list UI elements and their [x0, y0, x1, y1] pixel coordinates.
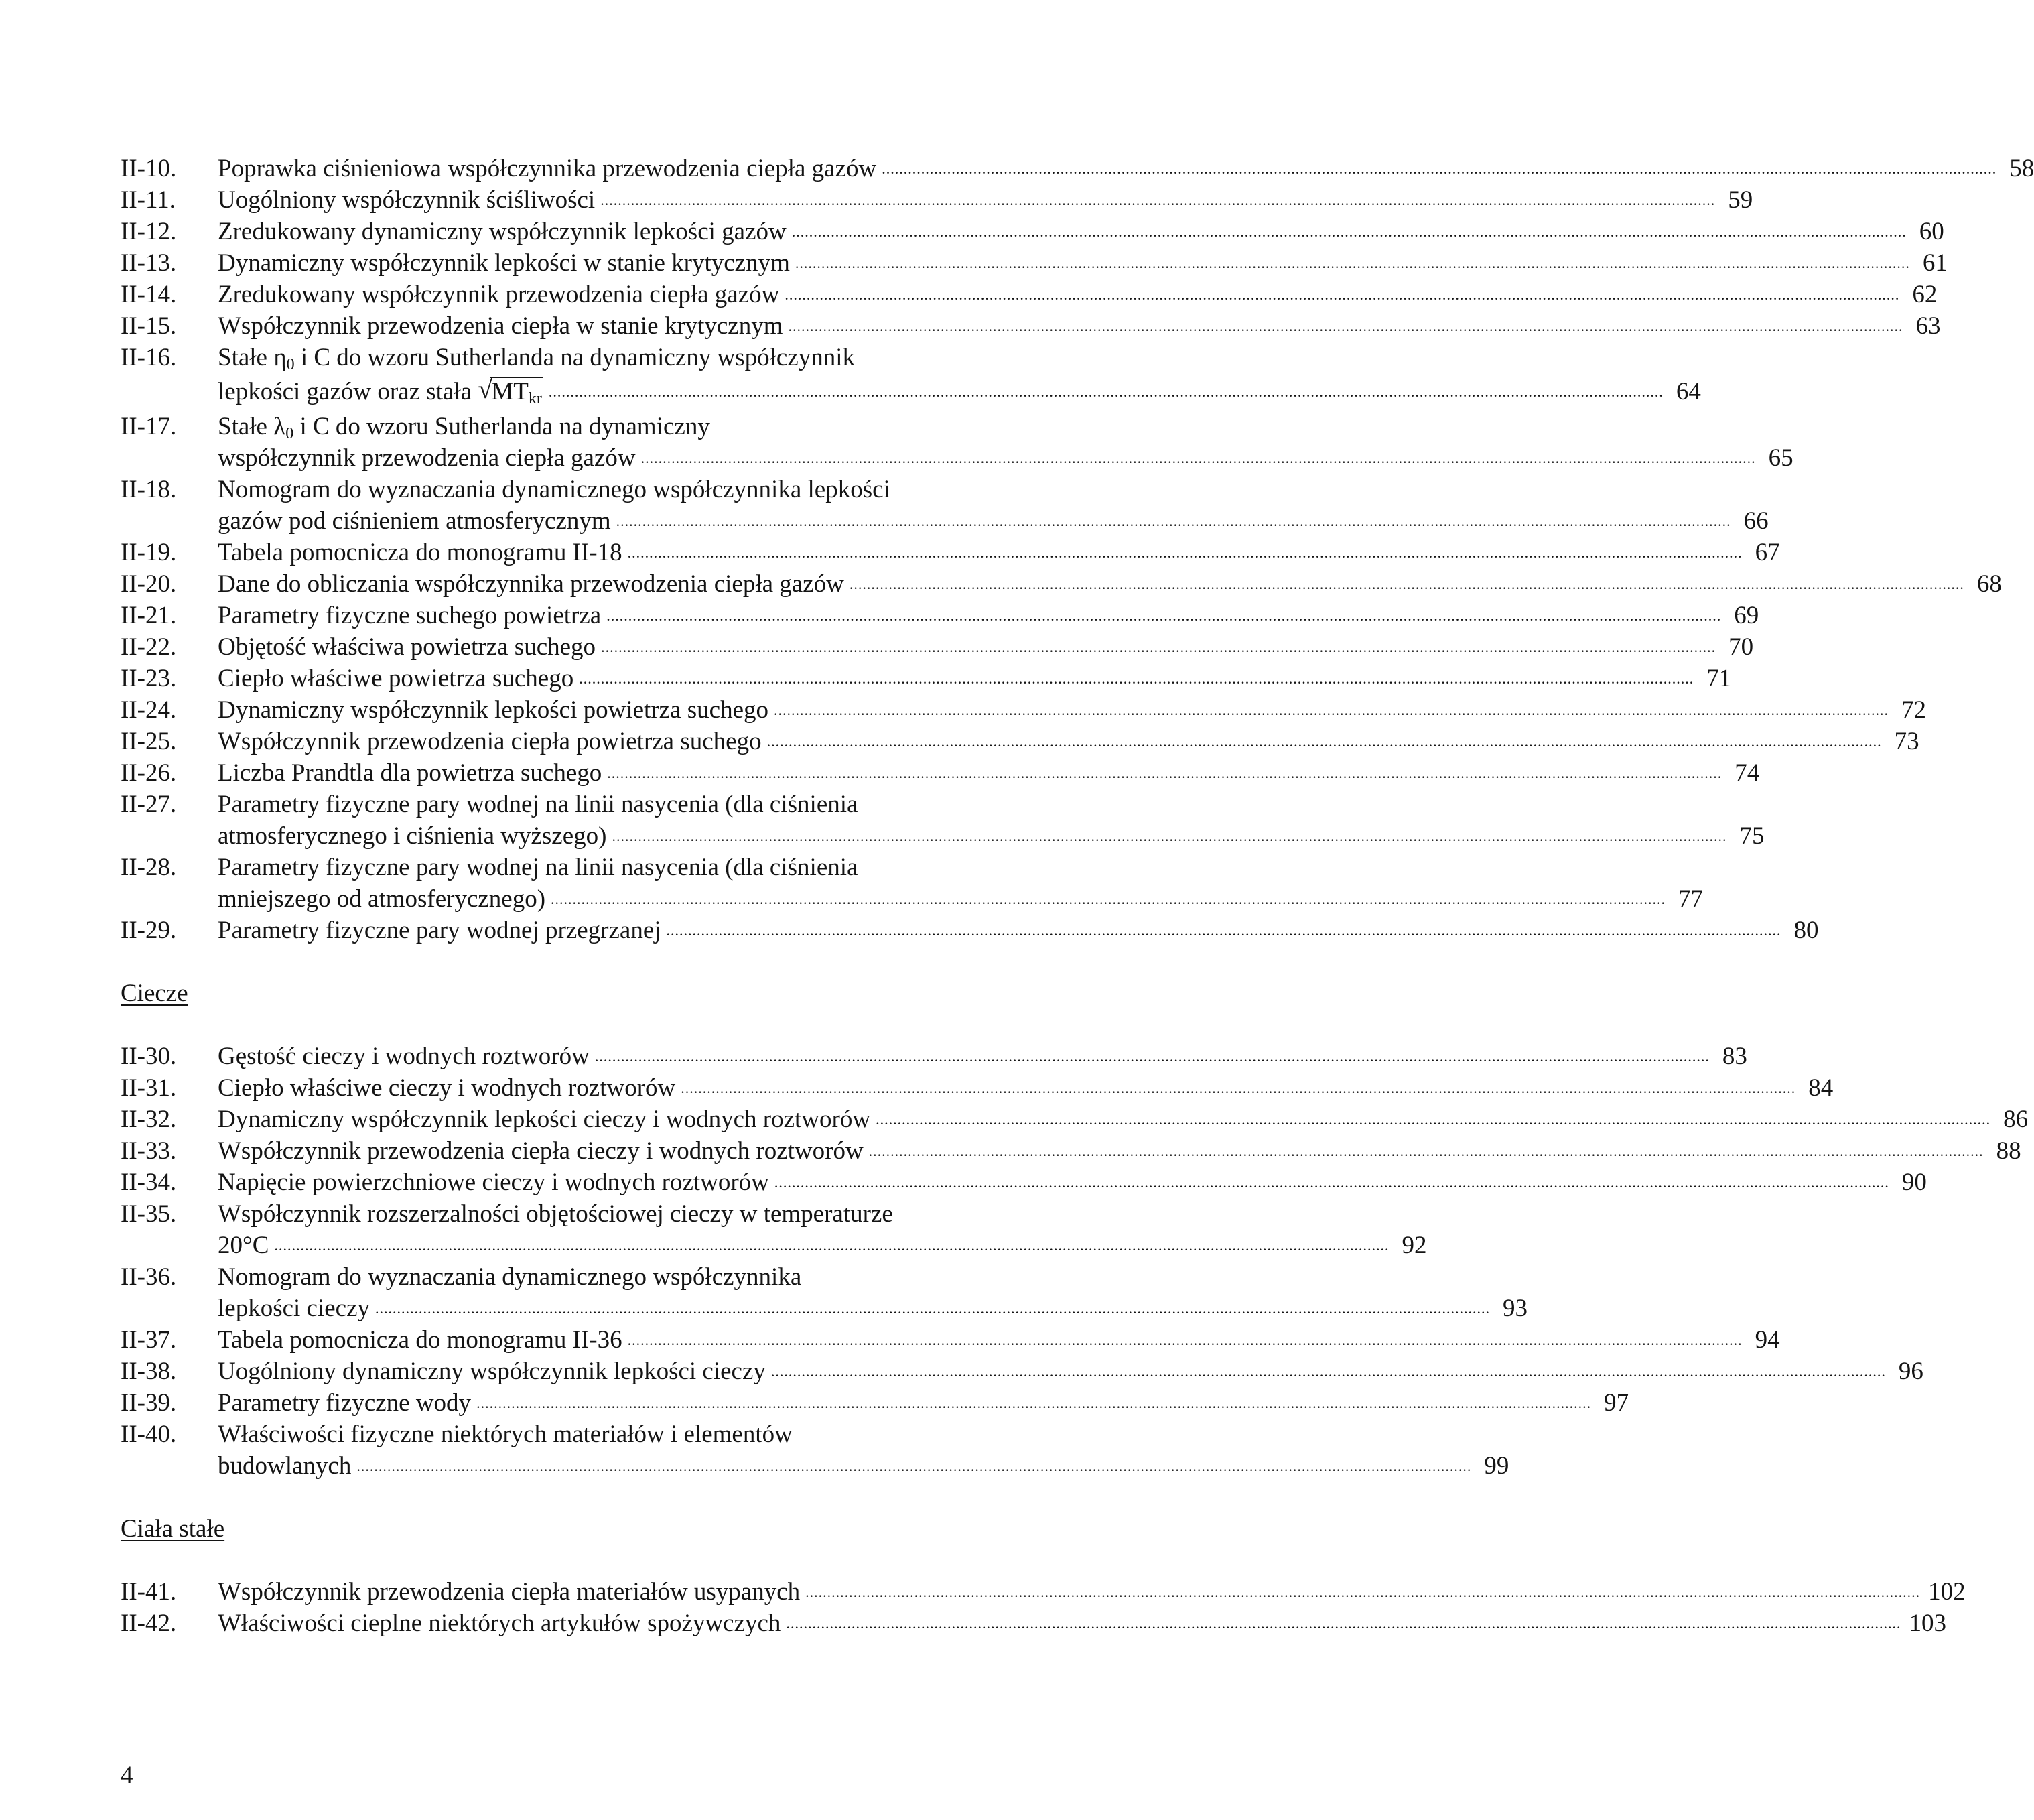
entry-title: Napięcie powierzchniowe cieczy i wodnych roztworów: [218, 1169, 769, 1196]
toc-entry[interactable]: [121, 411, 1793, 474]
title-text: i C do wzoru Sutherlanda na dynamiczny: [293, 413, 710, 440]
page-ref[interactable]: 58: [2009, 155, 2034, 182]
entry-title: Ciepło właściwe cieczy i wodnych roztworów: [218, 1074, 676, 1102]
page-ref[interactable]: 66: [1743, 507, 1769, 535]
page-ref[interactable]: 94: [1755, 1326, 1780, 1354]
page-ref[interactable]: 77: [1678, 885, 1704, 913]
toc-entry[interactable]: [121, 663, 1732, 694]
toc-entry[interactable]: [121, 600, 1759, 631]
entry-body: [218, 663, 1731, 694]
entry-number: II-34.: [121, 1169, 177, 1196]
page-ref[interactable]: 69: [1734, 602, 1759, 629]
entry-line: [218, 694, 1926, 726]
page-ref[interactable]: 74: [1735, 759, 1760, 787]
spacer: [121, 1009, 1065, 1041]
dot-leader: [628, 1324, 1743, 1356]
entry-body: [218, 342, 1701, 411]
entry-title: 20°C: [218, 1232, 269, 1259]
entry-body: [218, 1261, 1528, 1324]
entry-title: Parametry fizyczne wody: [218, 1389, 472, 1417]
entry-number: II-27.: [121, 791, 177, 818]
entry-body: [218, 1135, 2021, 1167]
page-ref[interactable]: 75: [1739, 822, 1765, 850]
page-ref[interactable]: 88: [1996, 1137, 2021, 1165]
title-text: Stałe: [218, 413, 274, 440]
entry-title: Właściwości fizyczne niektórych materiałów i elementów: [218, 1421, 793, 1448]
entry-line: [218, 1072, 1833, 1104]
entry-title: Tabela pomocnicza do monogramu II-36: [218, 1326, 622, 1354]
page-ref[interactable]: 84: [1808, 1074, 1834, 1102]
entry-line: [218, 663, 1731, 694]
entry-title: Parametry fizyczne pary wodnej na linii nasycenia (dla ciśnienia: [218, 854, 858, 881]
toc-entry[interactable]: [121, 247, 1948, 279]
entry-line: [218, 1167, 1927, 1198]
entry-line: [218, 1387, 1629, 1419]
dot-leader: [767, 726, 1882, 757]
entry-title: Tabela pomocnicza do monogramu II-18: [218, 539, 622, 566]
toc-entry[interactable]: [121, 694, 1926, 726]
entry-number: II-21.: [121, 602, 177, 629]
entry-title: Gęstość cieczy i wodnych roztworów: [218, 1043, 590, 1070]
toc-entry[interactable]: [121, 789, 1765, 852]
dot-leader: [628, 537, 1743, 568]
entry-line: [218, 505, 1769, 537]
entry-body: [218, 600, 1759, 631]
entry-body: [218, 726, 1919, 757]
toc-entry[interactable]: [121, 1356, 1923, 1387]
title-text: Stałe: [218, 344, 274, 371]
entry-number: II-31.: [121, 1074, 177, 1102]
section-heading: Ciecze: [121, 980, 188, 1007]
dot-leader: [771, 1356, 1886, 1387]
page-ref[interactable]: 60: [1919, 218, 1944, 245]
toc-entry[interactable]: [121, 1387, 1629, 1419]
entry-number: II-17.: [121, 413, 177, 440]
entry-line: [218, 153, 2034, 184]
entry-body: [218, 153, 2034, 184]
entry-line: [218, 411, 1793, 442]
entry-title: Współczynnik przewodzenia ciepła cieczy i wodnych roztworów: [218, 1137, 864, 1165]
entry-title: Nomogram do wyznaczania dynamicznego współczynnika: [218, 1263, 802, 1291]
page-ref[interactable]: 70: [1728, 633, 1754, 661]
entry-title: mniejszego od atmosferycznego): [218, 885, 546, 913]
entry-line: [218, 1261, 1528, 1293]
entry-number: II-25.: [121, 728, 177, 755]
toc-entry[interactable]: [121, 537, 1780, 568]
entry-title: [218, 342, 855, 373]
entry-body: [218, 1576, 1966, 1608]
table-of-contents: [121, 153, 2034, 1639]
radical-sign: √: [478, 374, 493, 404]
spacer: [121, 1482, 1065, 1513]
dot-leader: [681, 1072, 1795, 1104]
entry-title: Parametry fizyczne suchego powietrza: [218, 602, 602, 629]
page-ref[interactable]: 99: [1484, 1452, 1509, 1480]
entry-title: Liczba Prandtla dla powietrza suchego: [218, 759, 602, 787]
dot-leader: [616, 505, 1731, 537]
entry-title: Zredukowany dynamiczny współczynnik lepkości gazów: [218, 218, 787, 245]
toc-entry[interactable]: [121, 1608, 1946, 1639]
entry-number: II-30.: [121, 1043, 177, 1070]
dot-leader: [792, 216, 1907, 247]
toc-entry[interactable]: [121, 310, 1941, 342]
entry-line: [218, 247, 1948, 279]
entry-number: II-36.: [121, 1263, 177, 1291]
entry-title: Uogólniony dynamiczny współczynnik lepkości cieczy: [218, 1358, 766, 1385]
toc-entry[interactable]: [121, 568, 2002, 600]
toc-entry[interactable]: [121, 474, 1769, 537]
toc-entry[interactable]: [121, 184, 1753, 216]
entry-line: [218, 342, 1701, 373]
entry-number: II-11.: [121, 186, 176, 214]
dot-leader: [375, 1293, 1490, 1324]
page-ref[interactable]: 73: [1894, 728, 1919, 755]
dot-leader: [869, 1135, 1984, 1167]
entry-title: Ciepło właściwe powietrza suchego: [218, 665, 574, 692]
sqrt-formula: [478, 373, 543, 411]
page-ref[interactable]: 65: [1768, 444, 1793, 472]
page-ref[interactable]: 64: [1676, 378, 1701, 405]
entry-body: [218, 474, 1769, 537]
toc-entry[interactable]: [121, 1104, 2029, 1135]
entry-line: [218, 852, 1703, 883]
dot-leader: [786, 1608, 1901, 1639]
entry-line: [218, 820, 1764, 852]
entry-title: Nomogram do wyznaczania dynamicznego współczynnika lepkości: [218, 476, 890, 503]
entry-title: Objętość właściwa powietrza suchego: [218, 633, 596, 661]
entry-title: Dane do obliczania współczynnika przewodzenia ciepła gazów: [218, 570, 844, 598]
entry-body: [218, 1198, 1426, 1261]
entry-title: Współczynnik rozszerzalności objętościowej cieczy w temperaturze: [218, 1200, 893, 1228]
entry-line: [218, 1576, 1966, 1608]
entry-number: II-37.: [121, 1326, 177, 1354]
toc-entry[interactable]: [121, 631, 1754, 663]
entry-number: II-15.: [121, 312, 177, 340]
toc-entry[interactable]: [121, 1167, 1927, 1198]
entry-line: [218, 279, 1937, 310]
subscript: 0: [286, 356, 295, 373]
title-text: i C do wzoru Sutherlanda na dynamiczny współczynnik: [294, 344, 856, 371]
entry-body: [218, 757, 1759, 789]
entry-line: [218, 1198, 1426, 1230]
entry-line: [218, 883, 1703, 915]
page-ref[interactable]: 72: [1901, 696, 1926, 724]
entry-body: [218, 1041, 1747, 1072]
entry-number: II-16.: [121, 344, 177, 371]
entry-line: [218, 1041, 1747, 1072]
page-ref[interactable]: 90: [1901, 1169, 1927, 1196]
dot-leader: [774, 694, 1889, 726]
page-ref[interactable]: 68: [1976, 570, 2002, 598]
dot-leader: [641, 442, 1756, 474]
dot-leader: [595, 1041, 1710, 1072]
entry-body: [218, 537, 1780, 568]
toc-entry[interactable]: [121, 1419, 1509, 1482]
entry-body: [218, 310, 1940, 342]
page-ref[interactable]: 92: [1402, 1232, 1427, 1259]
dot-leader: [606, 600, 1721, 631]
toc-entry[interactable]: [121, 852, 1704, 915]
spacer: [121, 1545, 1065, 1576]
entry-body: [218, 1104, 2028, 1135]
entry-body: [218, 852, 1703, 915]
radicand-base: MT: [491, 378, 529, 405]
entry-title: Dynamiczny współczynnik lepkości powietrza suchego: [218, 696, 768, 724]
entry-title: atmosferycznego i ciśnienia wyższego): [218, 822, 607, 850]
entry-number: II-39.: [121, 1389, 177, 1417]
page-ref[interactable]: 93: [1503, 1295, 1528, 1322]
spacer: [121, 946, 1065, 978]
subscript: 0: [285, 425, 294, 442]
entry-number: II-18.: [121, 476, 177, 503]
entry-number: II-14.: [121, 281, 177, 308]
dot-leader: [274, 1230, 1389, 1261]
eta-symbol: η: [273, 344, 287, 371]
entry-line: [218, 1608, 1946, 1639]
entry-body: [218, 915, 1819, 946]
entry-body: [218, 411, 1793, 474]
page-ref[interactable]: 62: [1912, 281, 1938, 308]
dot-leader: [551, 883, 1666, 915]
page-ref[interactable]: 86: [2003, 1106, 2029, 1133]
entry-line: [218, 184, 1753, 216]
entry-title: lepkości cieczy: [218, 1295, 370, 1322]
toc-entry[interactable]: [121, 1072, 1834, 1104]
toc-entry[interactable]: [121, 1198, 1427, 1261]
entry-line: [218, 310, 1940, 342]
page-ref[interactable]: 61: [1922, 249, 1948, 277]
page-ref[interactable]: 83: [1722, 1043, 1747, 1070]
dot-leader: [882, 153, 1996, 184]
dot-leader: [774, 1167, 1889, 1198]
entry-number: II-38.: [121, 1358, 177, 1385]
entry-number: II-13.: [121, 249, 177, 277]
dot-leader: [667, 915, 1781, 946]
entry-body: [218, 184, 1753, 216]
entry-number: II-32.: [121, 1106, 177, 1133]
entry-title: Właściwości cieplne niektórych artykułów spożywczych: [218, 1610, 781, 1637]
entry-line: [218, 1450, 1509, 1482]
toc-entry[interactable]: [121, 1576, 1966, 1608]
entry-title: Dynamiczny współczynnik lepkości cieczy i wodnych roztworów: [218, 1106, 871, 1133]
entry-title: Poprawka ciśnieniowa współczynnika przewodzenia ciepła gazów: [218, 155, 877, 182]
section-heading: Ciała stałe: [121, 1515, 225, 1543]
entry-line: [218, 1135, 2021, 1167]
entry-line: [218, 373, 1701, 411]
entry-title: budowlanych: [218, 1452, 352, 1480]
entry-title: Zredukowany współczynnik przewodzenia ciepła gazów: [218, 281, 780, 308]
entry-body: [218, 216, 1944, 247]
entry-title: Parametry fizyczne pary wodnej na linii nasycenia (dla ciśnienia: [218, 791, 858, 818]
entry-number: II-24.: [121, 696, 177, 724]
entry-title: Współczynnik przewodzenia ciepła w stanie krytycznym: [218, 312, 783, 340]
entry-line: [218, 474, 1769, 505]
entry-number: II-28.: [121, 854, 177, 881]
entry-line: [218, 216, 1944, 247]
entry-body: [218, 694, 1926, 726]
entry-body: [218, 1387, 1629, 1419]
dot-leader: [601, 631, 1716, 663]
lambda-symbol: λ: [273, 413, 286, 440]
dot-leader: [795, 247, 1910, 279]
entry-number: II-35.: [121, 1200, 177, 1228]
entry-line: [218, 915, 1819, 946]
toc-entry[interactable]: [121, 915, 1819, 946]
dot-leader: [805, 1576, 1920, 1608]
entry-body: [218, 568, 2002, 600]
entry-number: II-42.: [121, 1610, 177, 1637]
entry-body: [218, 1324, 1780, 1356]
entry-title: [218, 411, 710, 442]
entry-body: [218, 1608, 1946, 1639]
entry-line: [218, 631, 1753, 663]
dot-leader: [788, 310, 1903, 342]
entry-line: [218, 1293, 1528, 1324]
entry-title: [218, 373, 543, 411]
page-ref[interactable]: 80: [1793, 917, 1819, 944]
entry-body: [218, 247, 1948, 279]
dot-leader: [549, 373, 1664, 411]
page-ref[interactable]: 102: [1928, 1578, 1966, 1606]
entry-line: [218, 789, 1764, 820]
entry-body: [218, 279, 1937, 310]
toc-entry[interactable]: [121, 342, 1701, 411]
page-ref[interactable]: 103: [1909, 1610, 1946, 1637]
entry-body: [218, 631, 1753, 663]
dot-leader: [356, 1450, 1471, 1482]
entry-line: [218, 1104, 2028, 1135]
dot-leader: [579, 663, 1694, 694]
toc-entry[interactable]: [121, 216, 1944, 247]
entry-number: II-10.: [121, 155, 177, 182]
dot-leader: [600, 184, 1715, 216]
entry-title: Współczynnik przewodzenia ciepła materiałów usypanych: [218, 1578, 801, 1606]
entry-line: [218, 600, 1759, 631]
toc-entry[interactable]: [121, 1261, 1528, 1324]
page-ref[interactable]: 71: [1706, 665, 1732, 692]
dot-leader: [850, 568, 1964, 600]
entry-number: II-22.: [121, 633, 177, 661]
entry-number: II-26.: [121, 759, 177, 787]
dot-leader: [476, 1387, 1591, 1419]
subscript: kr: [528, 390, 542, 407]
entry-number: II-40.: [121, 1421, 177, 1448]
entry-line: [218, 757, 1759, 789]
entry-title: Dynamiczny współczynnik lepkości w stanie krytycznym: [218, 249, 790, 277]
dot-leader: [612, 820, 1726, 852]
entry-line: [218, 1419, 1509, 1450]
toc-entry[interactable]: [121, 1041, 1747, 1072]
page-ref[interactable]: 59: [1728, 186, 1753, 214]
page-ref[interactable]: 67: [1755, 539, 1780, 566]
entry-number: II-23.: [121, 665, 177, 692]
entry-number: II-19.: [121, 539, 177, 566]
page-ref[interactable]: 63: [1915, 312, 1941, 340]
toc-entry[interactable]: [121, 1324, 1780, 1356]
entry-line: [218, 1324, 1780, 1356]
toc-entry[interactable]: [121, 757, 1760, 789]
page-number: 4: [121, 1762, 133, 1789]
entry-line: [218, 537, 1780, 568]
entry-body: [218, 1356, 1923, 1387]
entry-line: [218, 1230, 1426, 1261]
toc-entry[interactable]: [121, 279, 1938, 310]
entry-line: [218, 1356, 1923, 1387]
entry-number: II-33.: [121, 1137, 177, 1165]
entry-number: II-20.: [121, 570, 177, 598]
toc-entry[interactable]: [121, 1135, 2021, 1167]
title-text: lepkości gazów oraz stała: [218, 378, 478, 405]
toc-entry[interactable]: [121, 726, 1919, 757]
entry-body: [218, 1072, 1833, 1104]
radicand: [490, 377, 543, 406]
dot-leader: [785, 279, 1899, 310]
entry-body: [218, 1167, 1927, 1198]
entry-title: Parametry fizyczne pary wodnej przegrzanej: [218, 917, 661, 944]
page-ref[interactable]: 97: [1604, 1389, 1629, 1417]
entry-title: Współczynnik przewodzenia ciepła powietrza suchego: [218, 728, 762, 755]
entry-title: gazów pod ciśnieniem atmosferycznym: [218, 507, 611, 535]
entry-number: II-41.: [121, 1578, 177, 1606]
dot-leader: [607, 757, 1722, 789]
toc-entry[interactable]: [121, 153, 2034, 184]
entry-number: II-29.: [121, 917, 177, 944]
entry-title: Uogólniony współczynnik ściśliwości: [218, 186, 596, 214]
entry-body: [218, 789, 1764, 852]
page-ref[interactable]: 96: [1898, 1358, 1923, 1385]
entry-number: II-12.: [121, 218, 177, 245]
entry-line: [218, 726, 1919, 757]
dot-leader: [876, 1104, 1990, 1135]
entry-line: [218, 568, 2002, 600]
entry-line: [218, 442, 1793, 474]
entry-title: współczynnik przewodzenia ciepła gazów: [218, 444, 636, 472]
entry-body: [218, 1419, 1509, 1482]
